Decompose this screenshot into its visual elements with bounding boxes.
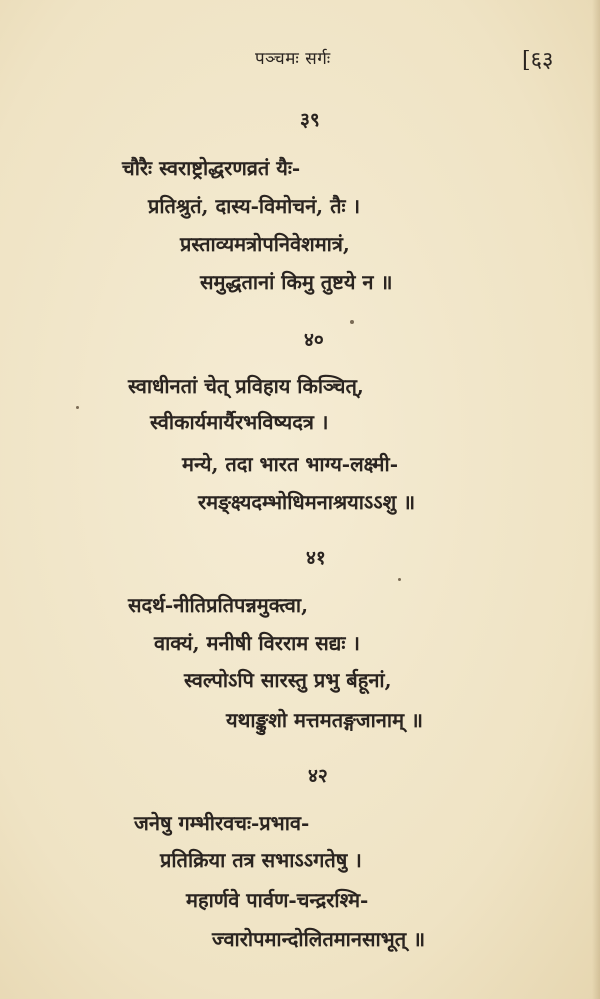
verse-number: ४१ — [306, 547, 326, 569]
page-edge-shadow — [592, 0, 600, 999]
verse-line: स्वाधीनतां चेत् प्रविहाय किञ्चित्, — [128, 374, 364, 398]
verse-number: ३९ — [300, 109, 320, 131]
verse-line: यथाङ्कुशो मत्तमतङ्गजानाम् ॥ — [226, 708, 423, 732]
verse-number: ४२ — [308, 765, 328, 787]
verse-line: प्रतिक्रिया तत्र सभाऽऽगतेषु । — [160, 848, 362, 872]
verse-line: ज्वारोपमान्दोलितमानसाभूत् ॥ — [212, 927, 426, 951]
verse-line: मन्ये, तदा भारत भाग्य-लक्ष्मी- — [182, 452, 398, 476]
paper-speck — [398, 578, 401, 581]
verse-line: महार्णवे पार्वण-चन्द्ररश्मि- — [186, 888, 369, 912]
verse-line: सदर्थ-नीतिप्रतिपन्नमुक्त्वा, — [128, 593, 309, 617]
running-head: पञ्चमः सर्गः — [255, 49, 331, 69]
paper-speck — [350, 320, 354, 324]
verse-line: वाक्यं, मनीषी विरराम सद्यः । — [154, 631, 360, 655]
verse-line: समुद्धतानां किमु तुष्टये न ॥ — [200, 270, 393, 294]
verse-line: प्रस्ताव्यमत्रोपनिवेशमात्रं, — [180, 232, 350, 256]
page-header — [0, 44, 600, 74]
verse-line: जनेषु गम्भीरवचः-प्रभाव- — [134, 811, 310, 835]
verse-line: रमङ्क्ष्यदम्भोधिमनाश्रयाऽऽशु ॥ — [198, 490, 416, 514]
verse-line: स्वीकार्यमार्यैरभविष्यदत्र । — [150, 410, 329, 434]
verse-line: स्वल्पोऽपि सारस्तु प्रभु र्बहूनां, — [184, 668, 392, 692]
verse-number: ४० — [304, 329, 324, 351]
verse-line: प्रतिश्रुतं, दास्य-विमोचनं, तैः । — [148, 194, 361, 218]
page-number: [६३ — [522, 48, 554, 73]
verse-line: चौरैः स्वराष्ट्रोद्धरणव्रतं यैः- — [122, 156, 301, 180]
paper-speck — [76, 406, 79, 409]
